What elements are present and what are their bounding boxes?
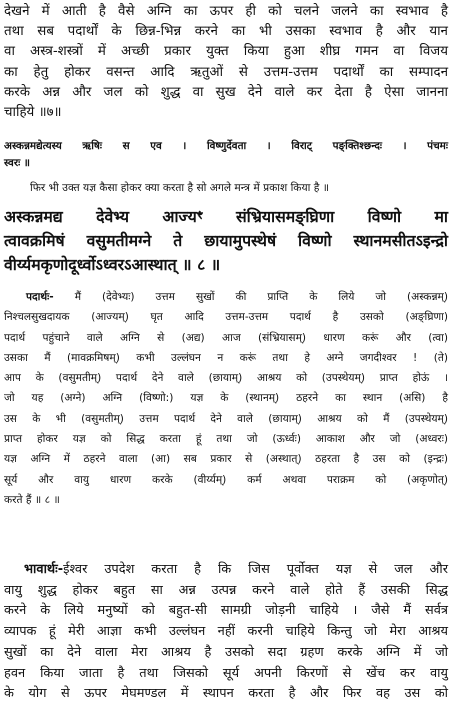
padartha-section xyxy=(0,287,450,510)
bhavartha-line: सुखों का देने वाला मेरा आश्रय है उसको सदा ग्रहण करके अग्नि में जो xyxy=(4,644,448,660)
padartha-line xyxy=(0,287,450,307)
mantra-line: वीर्य्यमकृणोदूर्ध्वोऽध्वरऽआस्थात् ॥ ८ ॥ xyxy=(4,255,221,274)
padartha-line: यज्ञ अग्नि में ठहरने वाला (आ) सब प्रकार से (अस्थात्) ठहरता है उस को (इन्द्रः) xyxy=(4,453,448,466)
signature-line: स्वरः ॥ xyxy=(4,157,31,169)
intro-line: वा अस्त्र-शस्त्रों में अच्छी प्रकार युक्त किया हुआ शीघ्र गमन वा विजय xyxy=(4,44,448,60)
padartha-line: आप के (वसुमतीम्) पदार्थ देने वाले (छायाम्) आश्रय को (उपस्थेयम्) प्राप्त होऊं । xyxy=(4,372,448,385)
padartha-line: पदार्थ पहुंचाने वाले अग्नि से (अद्य) आज (संभ्रियासम्) धारण करूं और (त्वा) xyxy=(4,331,448,344)
padartha-line: उसका मैं (मावक्रमिषम्) कभी उल्लंघन न करूं तथा हे अग्ने जगदीश्वर ! (ते) xyxy=(4,351,448,364)
mantra-intro-line: फिर भी उक्त यज्ञ कैसा होकर क्या करता है सो अगले मन्त्र में प्रकाश किया है ॥ xyxy=(30,182,330,194)
bhavartha-line: करने के लिये मनुष्यों को बहुत-सी सामग्री जोड़नी चाहिये । जैसे मैं सर्वत्र xyxy=(4,603,448,619)
mantra-line: अस्कन्नमद्य देवेभ्य आज्यꣳ संभ्रियासमङ्घ्रिणा विष्णो मा xyxy=(4,207,448,226)
bhavartha-label: भावार्थः- xyxy=(24,562,64,577)
padartha-line: प्राप्त होकर यज्ञ को सिद्ध करता हूं तथा जो (ऊर्ध्वः) आकाश और जो (अध्वरः) xyxy=(4,433,448,446)
mantra-intro xyxy=(0,180,450,196)
mantra-verse xyxy=(0,205,450,277)
intro-line: चाहिये ॥७॥ xyxy=(4,105,62,121)
padartha-text: मैं (देवेभ्यः) उत्तम सुखों की प्राप्ति के लिये जो (अस्कन्नम्) xyxy=(74,291,448,303)
intro-line: करके अन्न और जल को शुद्ध वा सुख देने वाले कर देता है ऐसा जानना xyxy=(4,84,448,100)
signature-line: अस्कन्नमद्येत्यस्य ऋषिः स एव । विष्णुर्देवता । विराट् पङ्क्तिश्छन्दः । पंचमः xyxy=(4,140,448,152)
bhavartha-line: वायु शुद्ध होकर बहुत सा अन्न उत्पन्न करने वाले होते हैं उसकी सिद्ध xyxy=(4,582,448,598)
intro-line: का हेतु होकर वसन्त आदि ऋतुओं से उत्तम-उत्तम पदार्थों का सम्पादन xyxy=(4,64,448,80)
bhavartha-line xyxy=(0,560,450,581)
bhavartha-line: हवन किया जाता है तथा जिसको सूर्य अपनी किरणों से खेंच कर वायु xyxy=(4,665,448,681)
padartha-line: उस के भी (वसुमतीम्) उत्तम पदार्थ देने वाले (छायाम्) आश्रय को मैं (उपस्थेयम्) xyxy=(4,412,448,425)
padartha-line: करते हैं ॥ ८ ॥ xyxy=(4,493,60,506)
bhavartha-line: के योग से ऊपर मेघमण्डल में स्थापन करता है और फिर वह उस को xyxy=(4,686,448,702)
intro-line: तथा सब पदार्थों के छिन्न-भिन्न करने का भी उसका स्वभाव है और यान xyxy=(4,24,448,40)
padartha-line: सूर्य और वायु धारण करके (वीर्य्यम्) कर्म अथवा पराक्रम को (अकृणोत्) xyxy=(4,473,448,486)
bhavartha-line: व्यापक हूं मेरी आज्ञा कभी उल्लंघन नहीं करनी चाहिये किन्तु जो मेरा आश्रय xyxy=(4,624,448,640)
intro-line: देखने में आती है वैसे अग्नि का ऊपर ही को चलने जलने का स्वभाव है xyxy=(4,4,448,19)
bhavartha-section xyxy=(0,560,450,705)
mantra-line: त्वावक्रमिषं वसुमतीमग्ने ते छायामुपस्थेषं विष्णो स्थानमसीतऽइन्द्रो xyxy=(4,231,448,250)
padartha-line: जो यह (अग्ने) अग्नि (विष्णो:) यज्ञ के (स्थानम्) ठहरने का स्थान (असि) है xyxy=(4,392,448,405)
mantra-signature xyxy=(0,138,450,172)
intro-paragraph xyxy=(0,2,450,123)
padartha-line: निश्चलसुखदायक (आज्यम्) घृत आदि उत्तम-उत्तम पदार्थ है उसको (अङ्घ्रिणा) xyxy=(4,311,448,324)
padartha-label: पदार्थः- xyxy=(26,291,54,303)
bhavartha-text: ईश्वर उपदेश करता है कि जिस पूर्वोक्त यज्ञ से जल और xyxy=(63,562,448,577)
